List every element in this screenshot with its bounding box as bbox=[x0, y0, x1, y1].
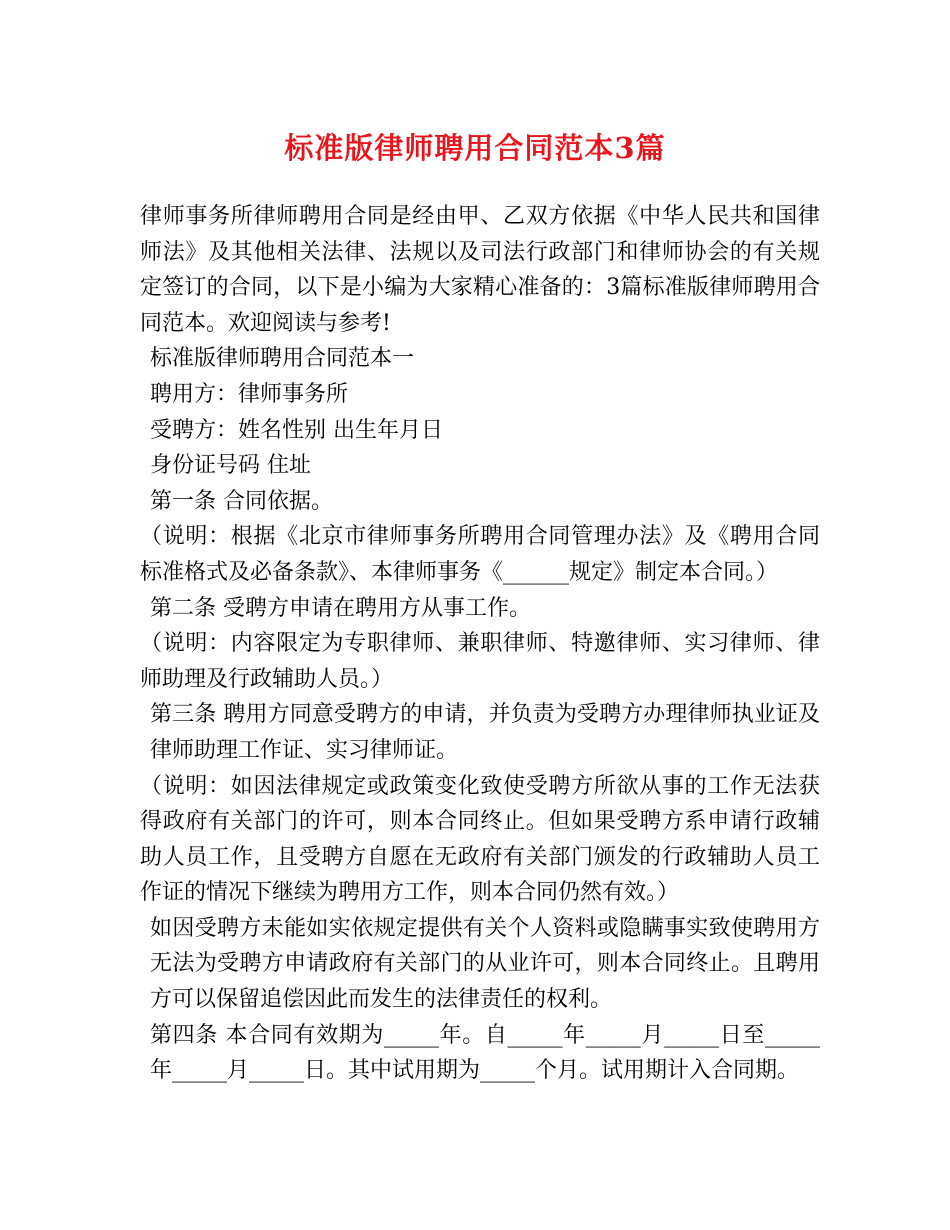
article-1: 第一条 合同依据。 bbox=[150, 488, 333, 514]
termination-paragraph: 如因受聘方未能如实依规定提供有关个人资料或隐瞒事实致使聘用方无法为受聘方申请政府有关部门的从业许可，则本合同终止。且聘用方可以保留追偿因此而发生的法律责任的权利。 bbox=[150, 915, 820, 1013]
employee-line: 受聘方：姓名性别 出生年月日 bbox=[150, 417, 443, 443]
article-2: 第二条 受聘方申请在聘用方从事工作。 bbox=[150, 595, 531, 621]
article-1-note: （说明：根据《北京市律师事务所聘用合同管理办法》及《聘用合同标准格式及必备条款》、本律师事务《______规定》制定本合同。） bbox=[140, 524, 820, 585]
id-address-line: 身份证号码 住址 bbox=[150, 453, 311, 479]
article-3-note: （说明：如因法律规定或政策变化致使受聘方所欲从事的工作无法获得政府有关部门的许可，则本合同终止。但如果受聘方系申请行政辅助人员工作，且受聘方自愿在无政府有关部门颁发的行政辅助人员工作证的情况下继续为聘用方工作，则本合同仍然有效。） bbox=[140, 773, 820, 906]
section-heading: 标准版律师聘用合同范本一 bbox=[150, 346, 415, 372]
article-3: 第三条 聘用方同意受聘方的申请，并负责为受聘方办理律师执业证及律师助理工作证、实习律师证。 bbox=[150, 702, 820, 763]
article-2-note: （说明：内容限定为专职律师、兼职律师、特邀律师、实习律师、律师助理及行政辅助人员。） bbox=[140, 631, 820, 692]
article-4: 第四条 本合同有效期为_____年。自_____年_____月_____日至_____年_____月_____日。其中试用期为_____个月。试用期计入合同期。 bbox=[150, 1022, 820, 1084]
intro-paragraph: 律师事务所律师聘用合同是经由甲、乙双方依据《中华人民共和国律师法》及其他相关法律、法规以及司法行政部门和律师协会的有关规定签订的合同，以下是小编为大家精心准备的：3篇标准版律师聘用合同范本。欢迎阅读与参考! bbox=[140, 204, 820, 336]
employer-line: 聘用方：律师事务所 bbox=[150, 381, 349, 407]
document-title: 标准版律师聘用合同范本3篇 bbox=[284, 131, 666, 165]
document-body bbox=[140, 199, 820, 1089]
